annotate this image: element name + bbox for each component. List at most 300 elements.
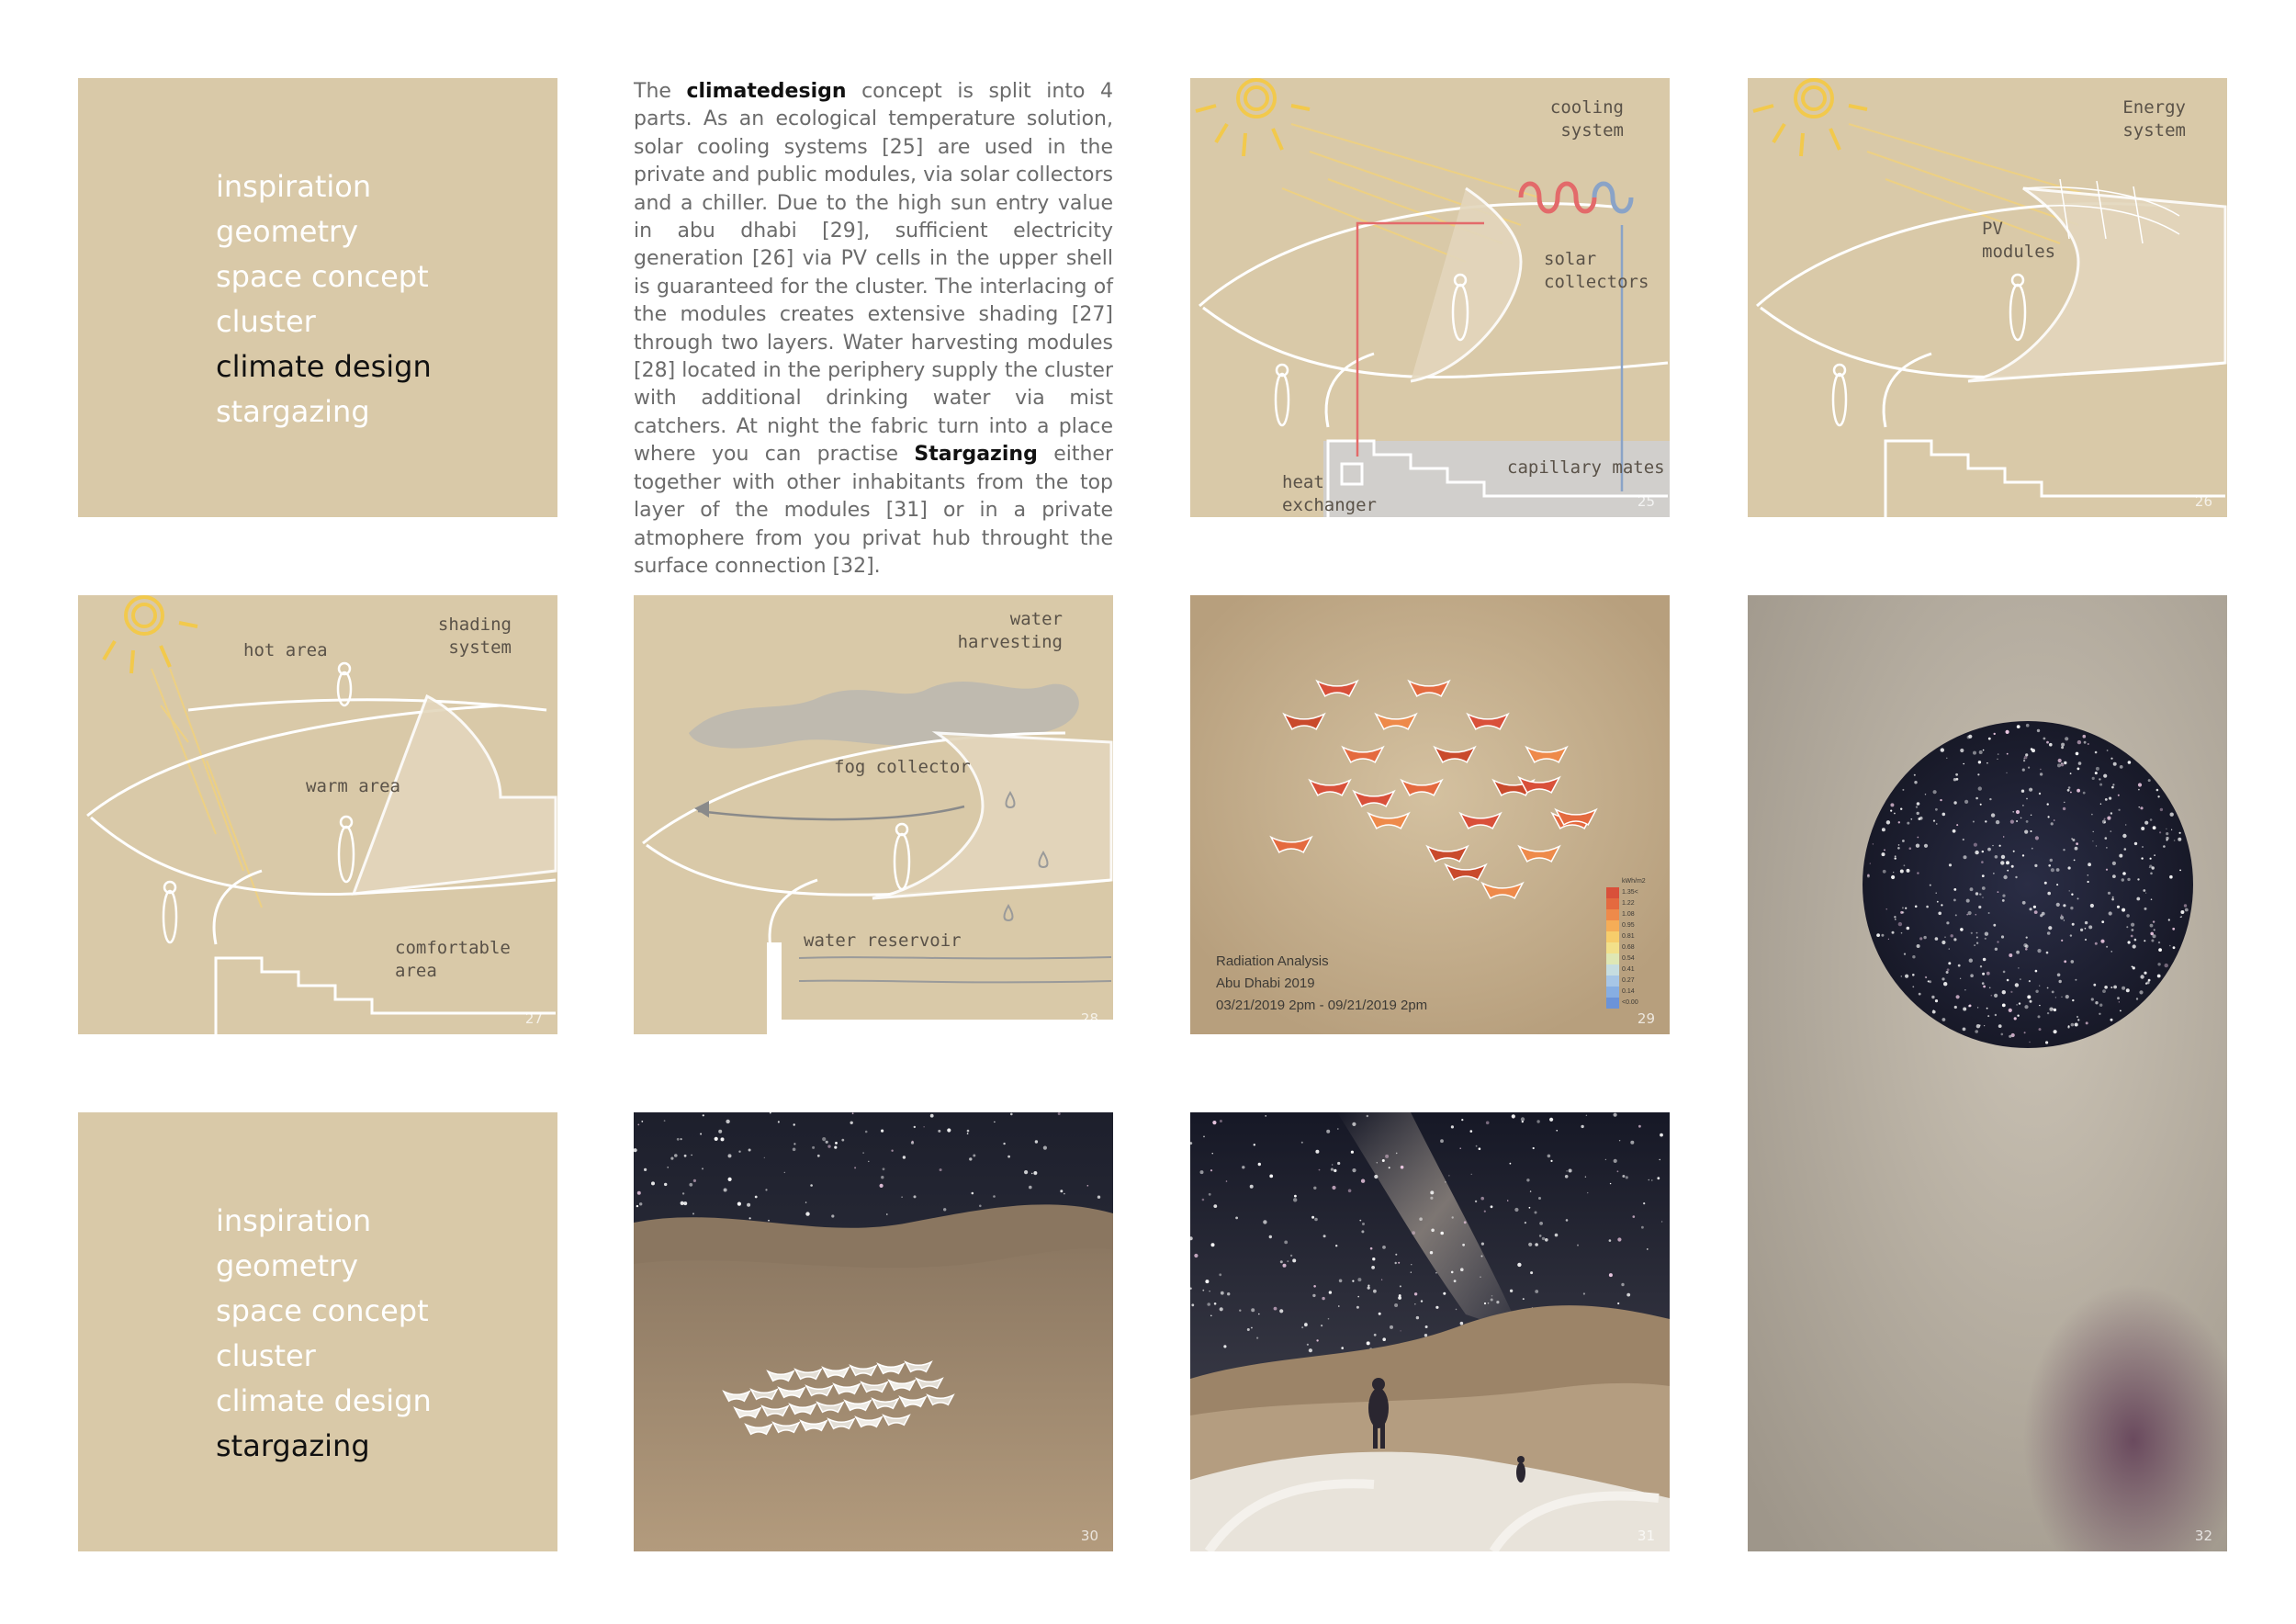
star — [1481, 1243, 1484, 1246]
star — [1539, 1235, 1542, 1237]
star — [2038, 1015, 2041, 1018]
porthole-render — [1748, 595, 2227, 1551]
star — [1888, 939, 1889, 940]
star — [1029, 1186, 1032, 1190]
star — [914, 1126, 916, 1128]
star — [1914, 774, 1916, 776]
menu-item-cluster[interactable]: cluster — [216, 304, 316, 339]
star — [1443, 1292, 1446, 1295]
star — [2131, 923, 2134, 927]
star — [2072, 999, 2074, 1001]
star — [2025, 948, 2028, 951]
star — [724, 1189, 727, 1192]
star — [1367, 1287, 1370, 1290]
star — [1212, 1153, 1213, 1154]
star — [1955, 773, 1958, 776]
star — [1956, 995, 1960, 998]
star — [1370, 1247, 1373, 1250]
page-number: 32 — [2194, 1528, 2212, 1544]
star — [1633, 1215, 1636, 1218]
star — [2001, 1033, 2004, 1036]
menu-item-inspiration[interactable]: inspiration — [216, 1203, 372, 1238]
star — [2001, 935, 2004, 938]
star — [2068, 786, 2071, 789]
legend-value: 0.95 — [1622, 922, 1635, 929]
star — [1997, 759, 1998, 760]
star — [1995, 855, 1998, 859]
star — [1978, 761, 1981, 763]
panel-shading-system — [78, 595, 557, 1034]
star — [2072, 923, 2075, 926]
star — [1933, 820, 1935, 822]
star — [726, 1120, 729, 1123]
star — [1974, 843, 1977, 847]
star — [1994, 733, 1996, 735]
star — [1412, 1231, 1415, 1235]
star — [2051, 868, 2054, 872]
star — [865, 1131, 868, 1133]
star — [1970, 974, 1974, 977]
star — [2047, 1012, 2049, 1014]
star — [1919, 817, 1923, 820]
star — [1609, 1239, 1612, 1242]
star — [1484, 1303, 1486, 1304]
star — [2111, 898, 2114, 901]
label-hot-area: hot area — [243, 640, 328, 660]
star — [2151, 940, 2154, 942]
star — [2075, 847, 2078, 851]
star — [674, 1154, 678, 1157]
star — [1304, 1323, 1307, 1325]
star — [2152, 866, 2155, 869]
label-shading-system: shading system — [437, 615, 512, 658]
star — [1898, 821, 1900, 823]
star — [1479, 1147, 1481, 1150]
star — [2111, 786, 2114, 789]
star — [2138, 789, 2140, 791]
star — [1352, 1122, 1356, 1126]
star — [2112, 784, 2114, 785]
desert-night-render — [634, 1112, 1113, 1551]
star — [2153, 920, 2155, 922]
star — [1401, 1166, 1404, 1169]
star — [2153, 826, 2156, 829]
star — [2134, 939, 2137, 942]
star — [1211, 1243, 1215, 1246]
star — [2031, 748, 2033, 750]
star — [2050, 859, 2053, 862]
star — [891, 1150, 893, 1152]
star — [641, 1121, 643, 1122]
star — [2026, 820, 2029, 823]
star — [1034, 1171, 1038, 1175]
star — [1930, 885, 1931, 886]
star — [1007, 1156, 1010, 1158]
star — [1565, 1175, 1569, 1179]
star — [1475, 1201, 1477, 1202]
menu-item-climate-design[interactable]: climate design — [216, 349, 432, 384]
star — [1414, 1292, 1417, 1295]
star — [1385, 1155, 1389, 1158]
star — [1460, 1268, 1464, 1271]
text-bold-stargazing: Stargazing — [914, 443, 1038, 467]
star — [2040, 773, 2043, 775]
star — [1626, 1293, 1630, 1297]
star — [1517, 1263, 1521, 1267]
star — [2048, 864, 2051, 867]
star — [748, 1149, 751, 1152]
star — [2172, 928, 2175, 930]
star — [1890, 803, 1894, 806]
star — [1301, 1326, 1303, 1328]
star — [1614, 1113, 1617, 1117]
star — [2145, 893, 2146, 894]
star — [2092, 840, 2093, 841]
star — [2093, 831, 2094, 832]
star — [2056, 903, 2060, 907]
star — [1998, 891, 1999, 893]
star — [1214, 1303, 1217, 1305]
star — [850, 1122, 853, 1124]
page-number: 30 — [1080, 1528, 1098, 1544]
star — [1587, 1192, 1588, 1193]
star — [2077, 897, 2079, 899]
star — [1460, 1148, 1461, 1149]
star — [2048, 926, 2052, 930]
page-number: 27 — [524, 1010, 543, 1027]
star — [835, 1142, 838, 1145]
star — [1917, 802, 1920, 806]
star — [834, 1146, 837, 1149]
star — [1326, 1130, 1330, 1133]
star — [1399, 1294, 1401, 1297]
star — [1379, 1313, 1381, 1315]
star — [1357, 1296, 1359, 1298]
star — [1987, 848, 1991, 851]
star — [1395, 1254, 1397, 1256]
star — [1947, 968, 1950, 971]
star — [2170, 813, 2174, 817]
label-warm-area: warm area — [306, 776, 400, 796]
star — [2016, 810, 2020, 814]
star — [1424, 1334, 1427, 1336]
star — [1975, 797, 1978, 800]
star — [2091, 814, 2093, 816]
star — [2148, 979, 2151, 982]
star — [1315, 1150, 1319, 1154]
star — [765, 1189, 767, 1190]
star — [1332, 1186, 1335, 1190]
star — [2016, 951, 2020, 954]
star — [1895, 857, 1896, 859]
star — [2088, 743, 2089, 745]
radiation-legend — [1606, 887, 1619, 1009]
star — [1997, 941, 1998, 942]
star — [2100, 940, 2104, 943]
section-menu-bottom — [216, 1199, 432, 1469]
star — [1311, 1216, 1314, 1219]
star — [1873, 843, 1874, 844]
star — [1953, 829, 1956, 833]
star — [914, 1195, 917, 1198]
section-menu — [216, 164, 432, 434]
star — [1925, 794, 1926, 795]
panel-energy-system — [1748, 78, 2227, 517]
star — [1357, 1278, 1361, 1281]
star — [1411, 1272, 1412, 1273]
star — [2150, 873, 2153, 875]
star — [689, 1183, 692, 1187]
star — [2086, 1021, 2088, 1024]
star — [1421, 1300, 1423, 1302]
star — [1203, 1136, 1205, 1138]
star — [1991, 995, 1993, 997]
star — [1329, 1291, 1332, 1293]
star — [1982, 973, 1985, 976]
star — [2017, 1015, 2019, 1017]
star — [1902, 840, 1905, 842]
star — [2019, 1002, 2020, 1004]
star — [2030, 1000, 2032, 1003]
star — [1971, 932, 1973, 934]
star — [1411, 1264, 1412, 1265]
star — [2045, 1041, 2048, 1043]
star — [2125, 824, 2126, 825]
menu-item-space-concept[interactable]: space concept — [216, 1293, 429, 1328]
star — [1279, 1309, 1283, 1313]
star — [1988, 912, 1990, 914]
star — [2120, 765, 2123, 769]
star — [2074, 860, 2076, 862]
star — [1284, 1241, 1288, 1245]
star — [883, 1167, 885, 1170]
star — [1919, 993, 1921, 996]
star — [1448, 1175, 1449, 1176]
menu-item-inspiration[interactable]: inspiration — [216, 169, 372, 204]
star — [1643, 1202, 1645, 1204]
star — [2083, 792, 2086, 795]
star — [969, 1157, 972, 1160]
star — [1530, 1190, 1531, 1191]
star — [1651, 1179, 1652, 1180]
star — [1348, 1190, 1352, 1193]
star — [2141, 857, 2143, 859]
star — [1884, 850, 1885, 851]
text-part-1: The — [634, 80, 687, 103]
star — [2042, 912, 2045, 916]
star — [2070, 907, 2073, 909]
star — [2110, 758, 2112, 760]
star — [822, 1137, 826, 1141]
legend-value: 1.08 — [1622, 911, 1635, 918]
star — [1881, 934, 1884, 937]
star — [1251, 1308, 1255, 1312]
star — [1910, 818, 1912, 820]
star — [1555, 1234, 1559, 1237]
star — [2128, 941, 2131, 943]
star — [2107, 750, 2109, 751]
star — [1994, 994, 1998, 998]
star — [2006, 861, 2009, 864]
star — [1577, 1245, 1579, 1246]
star — [1338, 1305, 1340, 1307]
star — [1960, 749, 1964, 752]
star — [2107, 817, 2110, 820]
star — [1963, 763, 1964, 765]
star — [1926, 977, 1927, 978]
star — [1895, 855, 1896, 857]
star — [1902, 911, 1904, 913]
star — [2031, 815, 2032, 816]
star — [1263, 1220, 1266, 1224]
star — [2080, 929, 2083, 931]
star — [2180, 910, 2184, 914]
star — [2158, 942, 2160, 943]
star — [1337, 1128, 1339, 1130]
star — [1905, 975, 1908, 978]
star — [1545, 1238, 1548, 1242]
star — [703, 1114, 704, 1116]
star — [2150, 932, 2154, 936]
star — [1619, 1140, 1620, 1141]
star — [1941, 748, 1944, 751]
star — [2010, 991, 2012, 993]
star — [805, 1201, 806, 1202]
star — [1609, 1273, 1613, 1277]
menu-item-cluster[interactable]: cluster — [216, 1338, 316, 1373]
star — [2159, 831, 2161, 833]
star — [2095, 942, 2098, 945]
star — [2132, 966, 2133, 968]
star — [637, 1124, 639, 1126]
star — [1352, 1280, 1354, 1282]
star — [1914, 781, 1917, 784]
label-fog-collector: fog collector — [834, 757, 971, 777]
star — [1649, 1179, 1650, 1181]
star — [784, 1172, 785, 1173]
star — [1942, 813, 1946, 817]
star — [1963, 1008, 1966, 1011]
star — [1916, 806, 1918, 807]
star — [1510, 1163, 1512, 1165]
star — [2113, 986, 2117, 989]
menu-item-geometry[interactable]: geometry — [216, 1248, 359, 1283]
star — [1334, 1169, 1336, 1172]
star — [2106, 869, 2108, 871]
menu-item-space-concept[interactable]: space concept — [216, 259, 429, 294]
star — [1394, 1303, 1398, 1307]
star — [2065, 737, 2068, 740]
star — [2117, 997, 2120, 999]
star — [1529, 1207, 1531, 1209]
star — [2171, 829, 2172, 830]
star — [1292, 1258, 1296, 1262]
star — [2132, 929, 2134, 931]
star — [2122, 878, 2124, 881]
star — [2102, 989, 2106, 993]
star — [2070, 792, 2072, 794]
star — [2181, 916, 2183, 918]
star — [880, 1184, 884, 1188]
star — [2179, 832, 2181, 834]
star — [1638, 1125, 1641, 1128]
star — [1898, 844, 1900, 846]
star — [1917, 872, 1919, 874]
star — [2022, 769, 2025, 772]
page-number: 26 — [2194, 493, 2212, 510]
menu-item-climate-design[interactable]: climate design — [216, 1383, 432, 1418]
star — [2090, 904, 2094, 908]
star — [1507, 1200, 1508, 1201]
legend-value: 0.27 — [1622, 977, 1635, 984]
star — [693, 1179, 696, 1182]
star — [2052, 991, 2054, 994]
star — [1982, 851, 1984, 852]
star — [1352, 1168, 1356, 1172]
star — [1991, 813, 1995, 817]
star — [868, 1161, 869, 1162]
star — [2029, 788, 2032, 792]
star — [903, 1156, 906, 1158]
star — [2085, 928, 2087, 930]
star — [1526, 1179, 1529, 1181]
star — [1471, 1174, 1472, 1175]
star — [841, 1139, 844, 1142]
star — [1293, 1198, 1297, 1201]
star — [2064, 761, 2066, 764]
star — [793, 1148, 796, 1152]
star — [810, 1184, 813, 1187]
star — [1435, 1272, 1437, 1274]
star — [1476, 1145, 1478, 1147]
star — [2003, 875, 2007, 879]
star — [1256, 1337, 1258, 1339]
star — [2047, 987, 2049, 989]
star — [2122, 872, 2126, 875]
star — [2002, 895, 2005, 897]
star — [1894, 916, 1896, 918]
star — [793, 1143, 795, 1145]
star — [2068, 866, 2071, 869]
star — [1958, 964, 1961, 967]
cooling-sketch — [1190, 78, 1670, 517]
star — [912, 1141, 914, 1143]
star — [1425, 1325, 1428, 1328]
star — [2088, 881, 2089, 883]
star — [1893, 872, 1894, 873]
menu-item-stargazing[interactable]: stargazing — [216, 394, 370, 429]
star — [1484, 1211, 1486, 1212]
star — [2119, 854, 2122, 858]
star — [1528, 1243, 1532, 1246]
star — [2174, 840, 2176, 841]
star — [2002, 1004, 2006, 1008]
star — [1207, 1303, 1210, 1306]
menu-item-stargazing[interactable]: stargazing — [216, 1428, 370, 1463]
star — [2165, 964, 2168, 967]
star — [2075, 1023, 2078, 1027]
star — [2040, 769, 2041, 770]
star — [2010, 820, 2014, 824]
star — [1430, 1190, 1434, 1194]
star — [764, 1157, 765, 1158]
star — [1973, 751, 1976, 755]
star — [1928, 980, 1930, 982]
menu-item-geometry[interactable]: geometry — [216, 214, 359, 249]
star — [2009, 1009, 2012, 1012]
star — [2112, 862, 2116, 865]
star — [2061, 743, 2065, 747]
